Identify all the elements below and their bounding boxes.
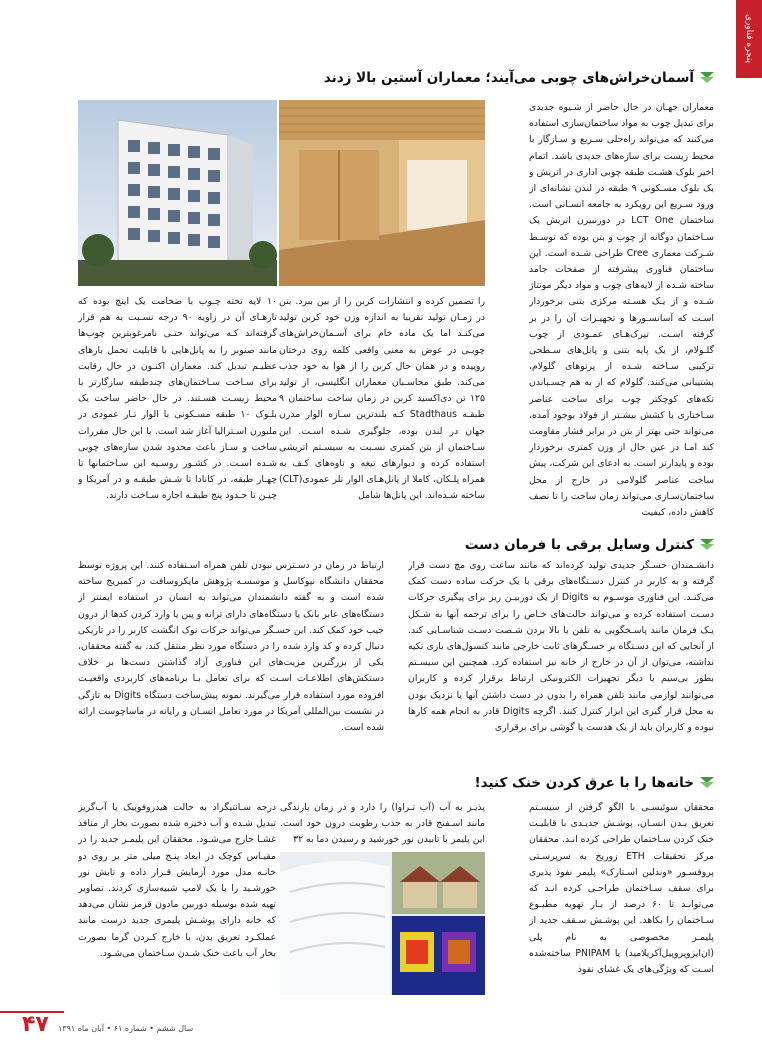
article1-heading xyxy=(324,70,714,86)
interior-illustration xyxy=(279,100,485,286)
article3-column-middle: پذیـر به آب (آب تـراوا) را دارد و در زمان بارندگی مانند اسـفنج قادر به جذب رطوبت درون خود است. این پلیمر با تابیدن نور خورشید و رسیدن دما به ۳۲ xyxy=(280,802,485,846)
chevron-icon xyxy=(700,72,714,84)
membrane-illustration xyxy=(280,852,485,995)
article1-column-middle: را تضمین کرده و انتشارات کربن را از بین ببرد. بتن در زمـان تولید تقریبا به اندازه وزن خود کربن تولید می‌کنـد اما یک ماده خام برای آسـمان‌خراش‌های چوبـی در عوض به معنی واقعی کلمه روی درختان روییده و در همان حال کربن را از هوا به خود جذب می‌کند. طبق محاسـبان معماران انگلیسی، از تولید ۱۲۵ تن دی‌اکسید کربن در زمان ساخت ساختمان ۹ طبقـه Stadthaus کـه بلندترین سـازه الوار مدرن جهان در لندن بوده، جلوگیری شـده اسـت. این سـاختمان از بتن کمتری نسـبت به سیسـتم اتریشی استفاده کرده و دیوارهای تیغه و تاوه‌های کـف به همراه پلـکان، کاملا از پانل‌هـای الوار تلر عمودی(CLT) ساخته شـده‌اند. این پانل‌ها شامل xyxy=(279,296,485,502)
section-tab: پنجره فناوری xyxy=(736,0,762,78)
cooling-membrane-photo xyxy=(280,852,485,995)
article2-heading xyxy=(465,537,714,553)
article3-heading xyxy=(474,775,714,791)
article3-column-left: درجه سـانتیگراد به حالت هیدروفوبیک یا آب‌گریز تبدیل شـده و آب ذخیره شده بصورت بخار از منافذ غشـا خارج می‌شـود. محققان این پلیمـر جدید را در مقیـاس کوچک در ابعاد پنـج میلی متر بر روی دو خانـه مدل مورد آزمایش قـرار داده و تابش نور خورشـید را با یک لامپ شبیه‌سازی کردند. تصاویر تهیه شده بوسیله دوربین مادون قرمز نشان می‌دهد که خانه دارای پوشـش پلیمری جدید درست مانند عملکـرد تعریق بدن، با خارج کـردن گرما بصورت بخار آب باعث خنک شـدن سـاختمان می‌شـود. xyxy=(78,802,276,959)
article2-column-left: ارتباط در زمان در دسـترس نبودن تلفن همراه اسـتفاده کنند. این پروژه توسط محققان دانشگاه نیوکاسل و موسسـه پژوهش مایکروسافت در کمبریج ساخته شده است و به گفته دانشمندان می‌تواند به انسان در استفاده ایمنتر از دستگاه‌های عابر بانک یا دستگاه‌های دارای ترانه و پین یا وارد کردن کدها از درون جیب خود کمک کند. این حسـگر می‌تواند حرکات نوک انگشت کاربر را در تاریکی دنبال کرده و کد وارد شده را در دستگاه مورد نظر منتقل کند. به گفته محققان، یکی از بزرگترین مزیت‌های این فناوری آزاد گذاشتن دست‌ها بر خلاف دستکش‌های اطلاعـات اسـت که برای تعامل بـا برنامه‌های کاربردی واقعیـت افزوده مورد استفاده قرار می‌گیرند. نمونه پیش‌ساخت دستگاه Digits به تازگی در نشست بین‌المللی آمریکا در مورد تعامل انسـان و رایانه در ماساچوست ارائه شده است. xyxy=(78,560,384,734)
interior-photo xyxy=(279,100,485,286)
article3-title: خانه‌ها را با عرق کردن خنک کنید! xyxy=(474,775,694,791)
building-illustration xyxy=(78,100,277,286)
article1-title: آسمان‌خراش‌های چوبی می‌آیند؛ معماران آستین بالا زدند xyxy=(323,70,694,86)
chevron-icon xyxy=(700,777,714,789)
page-number: ۴۷ xyxy=(22,1012,49,1037)
article1-column-left: ۱۰ لایه تخته چـوب با ضخامت یک اینچ بوده که تارهـای آن در زاویه ۹۰ درجه نسـبت به هم قرار گرفته‌اند کـه می‌تواند حتـی نامرغوبترین چوب‌ها مانند صنوبر را به پانل‌هایی با قابلیت تحمل بارهای عظیـم تبدیل کند. معماران اکنـون در حال رقابت برای سـاخت سـاختمان‌های چندطبقه سازگارتر با محیط زیسـت هسـتند. در حال حاضر ساخت یک بلـوک ۱۰ طبقه مسـکونی با الوار تـار عمودی در ملبورن اسـترالیا آغاز شد است. با این حال مقررات ساخت و سـاز باعث محدود شدن سازه‌های چوبی شـده اسـت. در کشـور روسـیه این سـاختمانها تا چهـار طبقه، در کانادا تا شـش طبقـه و در آمریکا و چیـن تا حـدود پنج طبقـه اجازه سـاخت دارند. xyxy=(78,296,277,502)
building-photo xyxy=(78,100,277,286)
article2-column-right: دانشـمندان حسـگر جدیدی تولید کرده‌اند که مانند ساعت روی مچ دست قرار گرفته و به کاربر در کنترل دسـتگاه‌های برقی با یک حرکت ساده دست کمک می‌کنـد. این فناوری موسـوم به Digits از یک دوربیـن ریز برای پیگیری حرکات دسـت استفاده کرده و می‌تواند حالت‌های خـاص را برای ترجمه آنها به شـکل یـک فرمان مانند پاسـخگویی به تلفن با بالا بردن شـصت دسـت شناسـایی کند. از آنجایی که این دسـتگاه بر حسـگرهای ثابت خارجی مانند کنسول‌های بازی تکیه نداشته، می‌توان از آن در خارج از خانه نیز استفاده کرد. همچنین این سیسـتم بطور بی‌سیم با دیگر تجهیزات الکترونیکی ارتباط برقرار کرده و کاربران می‌توانند لوازمی مانند تلفن همراه را بدون در دست داشتن آنها یا نزدیک بودن به محل قرار گیری این ابزار کنترل کنند. اگرچه Digits قادر به انجام همه کارها نبوده و کاربران باید از یک هدست یا گوشی برای برقراری xyxy=(408,560,714,734)
article3-column-right: محققان سوئیسـی با الگو گرفتن از سیسـتم تعریق بـدن انسـان، پوشـش جدیـدی با قابلیـت خنک کردن سـاختمان طراحی کرده انـد. محققان مرکز تحقیقات ETH زوریخ به سرپرسـتی پروفسـور «وندلین اسـتارک» پلیمر نفوذ پذیری برای سقف سـاختمان طراحـی کرده انـد که می‌توانـد تا ۶۰ درصد از بـار تهویه مطبـوع سـاختمان را بکاهد. این پوشـش سـقف جدید از پلیمـر مخصوصی به نام پلی (ان‌ایزوپروپیل‌آکریلامید) یا PNIPAM ساخته‌شده اسـت که ویژگی‌های یک غشای نفوذ xyxy=(529,802,714,976)
chevron-icon xyxy=(700,539,714,551)
issue-info: سال ششم • شماره ۶۱ • آبان ماه ۱۳۹۱ xyxy=(58,1024,194,1033)
article2-title: کنترل وسایل برقی با فرمان دست xyxy=(464,537,694,553)
article1-column-right: معماران جهـان در حال حاضر از شـیوه جدیدی برای تبدیل چوب به مواد ساختمان‌سازی استفاده می‌کنند که می‌تواند راه‌حلی سـریع و سـازگار با محیط زیست برای سازه‌های جدیدی باشد. اتمام اخیر بلوک هشـت طبقه چوبی اداری در اتریش و یک بلوک مسـکونی ۹ طبقه در لندن نشانه‌ای از ورود سـریع این رویکرد به جامعه انسـانی است. ساختمان LCT One در دورنبیرن اتریش یک سـاختمان دوگانه از چوب و بتن بوده که توسـط شـرکت معماری Cree طراحی شـده است. این ساختمان فناوری پیشرفته از صفحات جامد ساخته شـده از لایه‌های چوب و مواد دیگر مونتاژ شـده و از یـک هسـته مرکزی بتنی برخوردار اسـت که آسانسـورها و تجهیـزات آن را در بر گرفته اسـت. تیرک‌هـای عمـودی از چوب گلـولام، از یک پایه بتنی و پانل‌های سـطحی ترکیبی سـاخته شـده از پرتوهای گلولام، پشتیبانی می‌کنند. گلولام که از به هم چسـباندن تکه‌های کوچکتر چوب برای ساخت عناصر سـاختاری با کشش بیشـتر از فولاد بوجود آمده، می‌تواند حتی بهتر از بتن در برابر فشار مقاومت کند امـا در عین حال از وزن کمتری برخوردار بوده و پایدارتر است. به ادعای این شرکت، پیش ساخت عناصر گلولامی در خارج از محل ساختمان‌سـازی می‌تواند زمان ساخت را تا نصف کاهش داده، کیفیت xyxy=(529,102,714,519)
